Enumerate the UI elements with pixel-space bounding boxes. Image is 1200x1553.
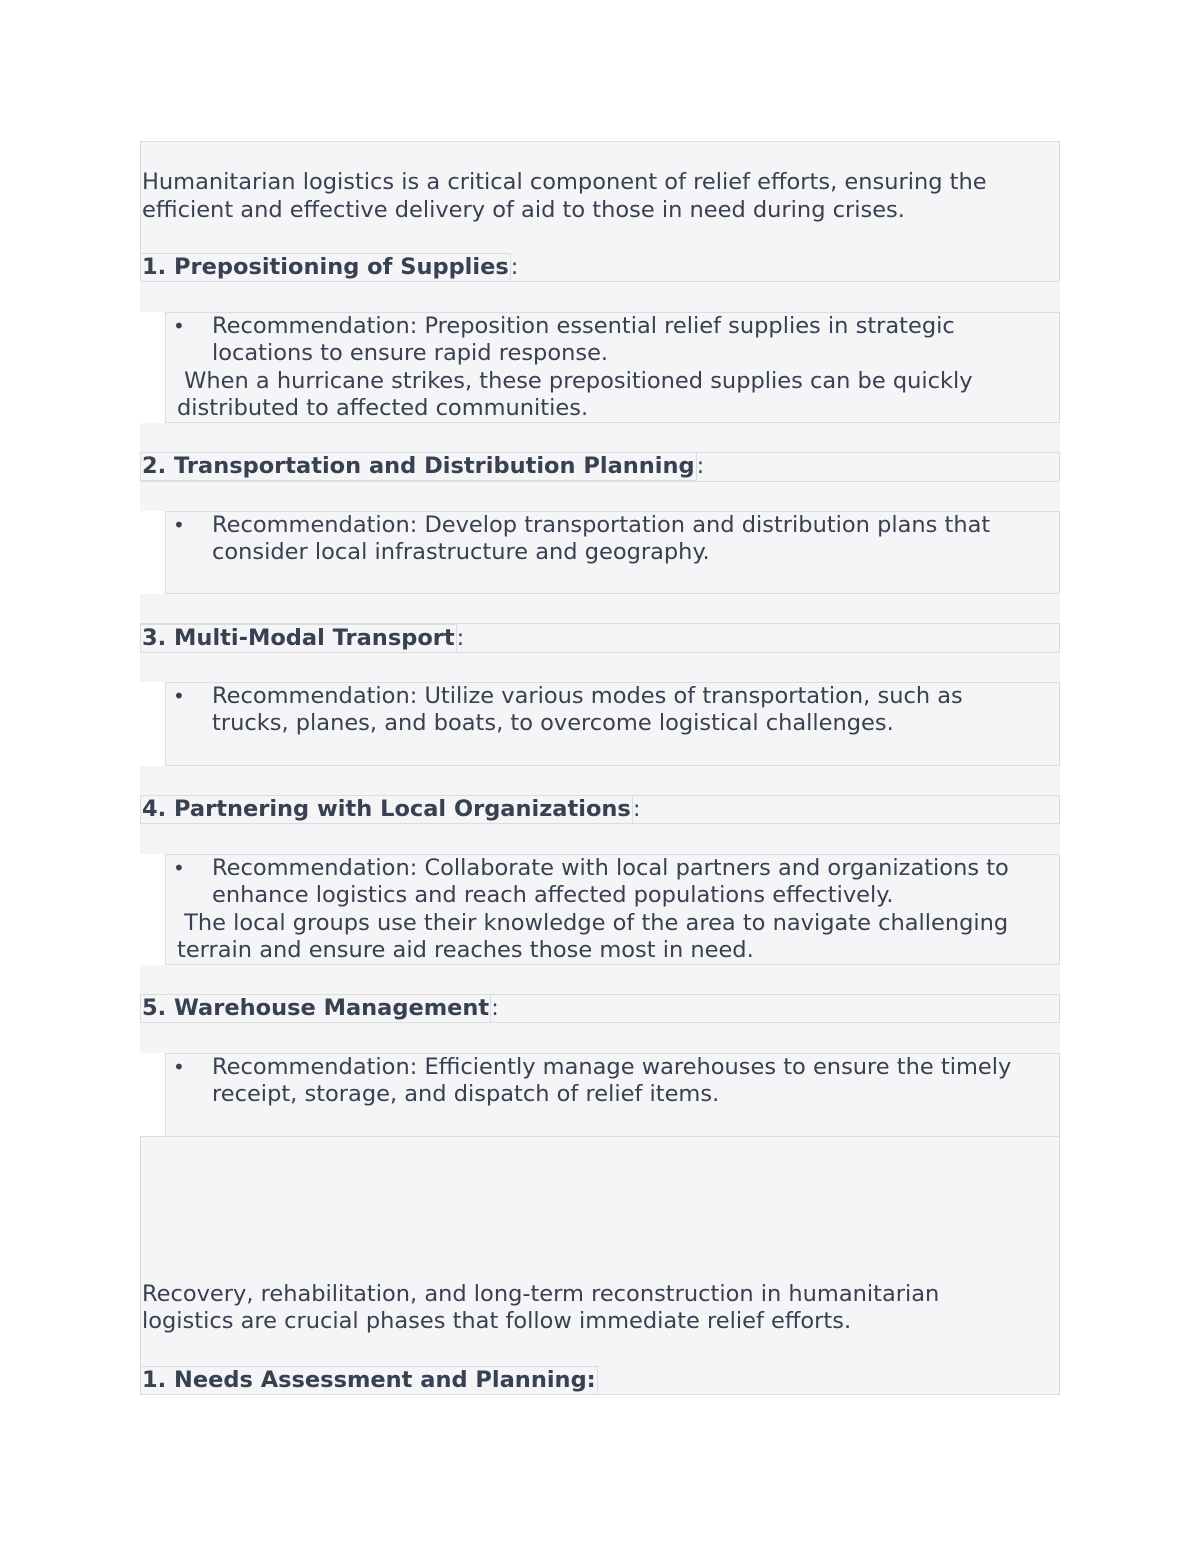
intro-line-2: efficient and effective delivery of aid to those in need during crises. bbox=[142, 197, 905, 223]
section-4-band bbox=[140, 824, 1060, 854]
section-2-bullet: • bbox=[173, 513, 185, 537]
section-5-band bbox=[140, 1023, 1060, 1053]
section-3-rec-line-1: Recommendation: Utilize various modes of transportation, such as bbox=[212, 683, 963, 709]
recovery-heading bbox=[140, 1366, 598, 1395]
section-4-rec-line-1: Recommendation: Collaborate with local partners and organizations to bbox=[212, 855, 1009, 881]
recovery-heading-text: 1. Needs Assessment and Planning: bbox=[142, 1367, 596, 1393]
section-1-band-bottom bbox=[140, 423, 1060, 452]
section-4-band-bottom bbox=[140, 965, 1060, 994]
section-2-rec-line-1: Recommendation: Develop transportation and distribution plans that bbox=[212, 512, 991, 538]
section-1-rec-line-1: Recommendation: Preposition essential relief supplies in strategic bbox=[212, 313, 955, 339]
section-3-heading-text: 3. Multi-Modal Transport bbox=[142, 625, 455, 651]
section-3-rec-line-2: trucks, planes, and boats, to overcome logistical challenges. bbox=[212, 710, 894, 736]
section-1-bullet: • bbox=[173, 314, 185, 338]
section-4-heading-colon: : bbox=[632, 796, 641, 822]
section-1-note-line-1: When a hurricane strikes, these prepositioned supplies can be quickly bbox=[177, 368, 973, 394]
recovery-block bbox=[140, 1136, 1060, 1395]
section-3-band bbox=[140, 653, 1060, 682]
section-2-heading-colon: : bbox=[696, 453, 705, 479]
section-3-heading bbox=[140, 624, 464, 653]
section-2-heading bbox=[140, 452, 704, 481]
intro-line-1: Humanitarian logistics is a critical component of relief efforts, ensuring the bbox=[142, 169, 987, 195]
section-5-rec-line-2: receipt, storage, and dispatch of relief items. bbox=[212, 1081, 720, 1107]
section-2-band bbox=[140, 482, 1060, 511]
section-5-heading-colon: : bbox=[491, 995, 499, 1021]
section-1-heading bbox=[140, 253, 518, 282]
recovery-line-2: logistics are crucial phases that follow immediate relief efforts. bbox=[142, 1308, 852, 1334]
section-1-heading-colon: : bbox=[510, 254, 519, 280]
section-3-band-bottom bbox=[140, 766, 1060, 795]
section-4-rec-line-2: enhance logistics and reach affected populations effectively. bbox=[212, 882, 894, 908]
section-5-rec-line-1: Recommendation: Efficiently manage warehouses to ensure the timely bbox=[212, 1054, 1012, 1080]
section-4-bullet: • bbox=[173, 856, 185, 880]
section-1-band bbox=[140, 282, 1060, 312]
section-2-band-bottom bbox=[140, 594, 1060, 623]
section-1-note-line-2: distributed to affected communities. bbox=[177, 395, 589, 421]
section-4-note-line-2: terrain and ensure aid reaches those most in need. bbox=[177, 937, 754, 963]
section-4-note-line-1: The local groups use their knowledge of the area to navigate challenging bbox=[177, 910, 1009, 936]
section-3-heading-colon: : bbox=[456, 625, 465, 651]
section-1-heading-text: 1. Prepositioning of Supplies bbox=[142, 254, 509, 280]
section-5-bullet: • bbox=[173, 1055, 185, 1079]
section-4-heading-text: 4. Partnering with Local Organizations bbox=[142, 796, 631, 822]
section-3-bullet: • bbox=[173, 684, 185, 708]
section-5-heading bbox=[140, 994, 499, 1023]
recovery-line-1: Recovery, rehabilitation, and long-term reconstruction in humanitarian bbox=[142, 1281, 940, 1307]
section-1-rec-line-2: locations to ensure rapid response. bbox=[212, 340, 609, 366]
section-2-rec-line-2: consider local infrastructure and geography. bbox=[212, 539, 710, 565]
section-5-heading-text: 5. Warehouse Management bbox=[142, 995, 490, 1021]
section-4-heading bbox=[140, 795, 640, 824]
section-2-heading-text: 2. Transportation and Distribution Planning bbox=[142, 453, 695, 479]
